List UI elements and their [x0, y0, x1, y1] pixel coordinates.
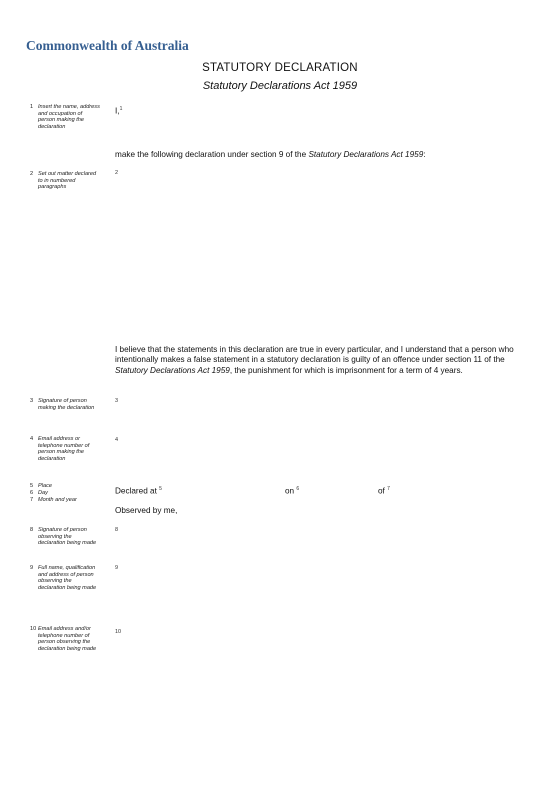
observed-by-label: Observed by me,: [115, 506, 178, 515]
field-number-6: 6: [296, 486, 300, 492]
note-5: 5 Place: [30, 483, 52, 489]
field-number-3: 3: [115, 398, 119, 404]
form-subtitle: Statutory Declarations Act 1959: [202, 80, 358, 92]
note-10: 10 Email address and/or telephone number of person observing the declaration being made: [30, 626, 97, 652]
header-commonwealth: Commonwealth of Australia: [26, 38, 189, 53]
note-4: 4 Email address or telephone number of person making the declaration: [30, 436, 90, 462]
on-label: on $^6$: [285, 486, 300, 496]
field-number-7: 7: [387, 486, 390, 492]
field-number-5: 5: [159, 486, 162, 492]
form-title: STATUTORY DECLARATION: [202, 62, 358, 74]
note-2: 2 Set out matter declared to in numbered paragraphs: [30, 171, 97, 191]
note-7: 7 Month and year: [30, 497, 77, 503]
field-number-1: 1: [119, 106, 123, 112]
declarant-line: I,$^1$: [115, 106, 123, 116]
make-declaration-line: make the following declaration under section 9 of the Statutory Declarations Act 1959:: [115, 150, 426, 159]
act-name: Statutory Declarations Act 1959: [308, 150, 424, 159]
note-8: 8 Signature of person observing the declaration being made: [30, 527, 97, 547]
belief-paragraph: I believe that the statements in this declaration are true in every particular, and I understand that a person who intentionally makes a false statement in a statutory declaration is guilty of an offence under section 11 of the Statutory Declarations Act 1959, the punishment for which is imprisonment for a term of 4 years.: [115, 345, 514, 375]
of-label: of $^7$: [378, 486, 390, 496]
field-number-9: 9: [115, 565, 119, 571]
note-3: 3 Signature of person making the declaration: [30, 398, 95, 411]
note-6: 6 Day: [30, 490, 48, 496]
field-number-8: 8: [115, 527, 119, 533]
note-1: 1 Insert the name, address and occupation of person making the declaration: [30, 104, 100, 130]
field-number-10: 10: [115, 629, 122, 635]
field-number-4: 4: [115, 437, 119, 443]
declared-at-label: Declared at $^5$: [115, 486, 162, 496]
act-name-2: Statutory Declarations Act 1959: [115, 365, 230, 375]
note-9: 9 Full name, qualification and address of person observing the declaration being made: [30, 565, 97, 591]
field-number-2: 2: [115, 170, 119, 176]
